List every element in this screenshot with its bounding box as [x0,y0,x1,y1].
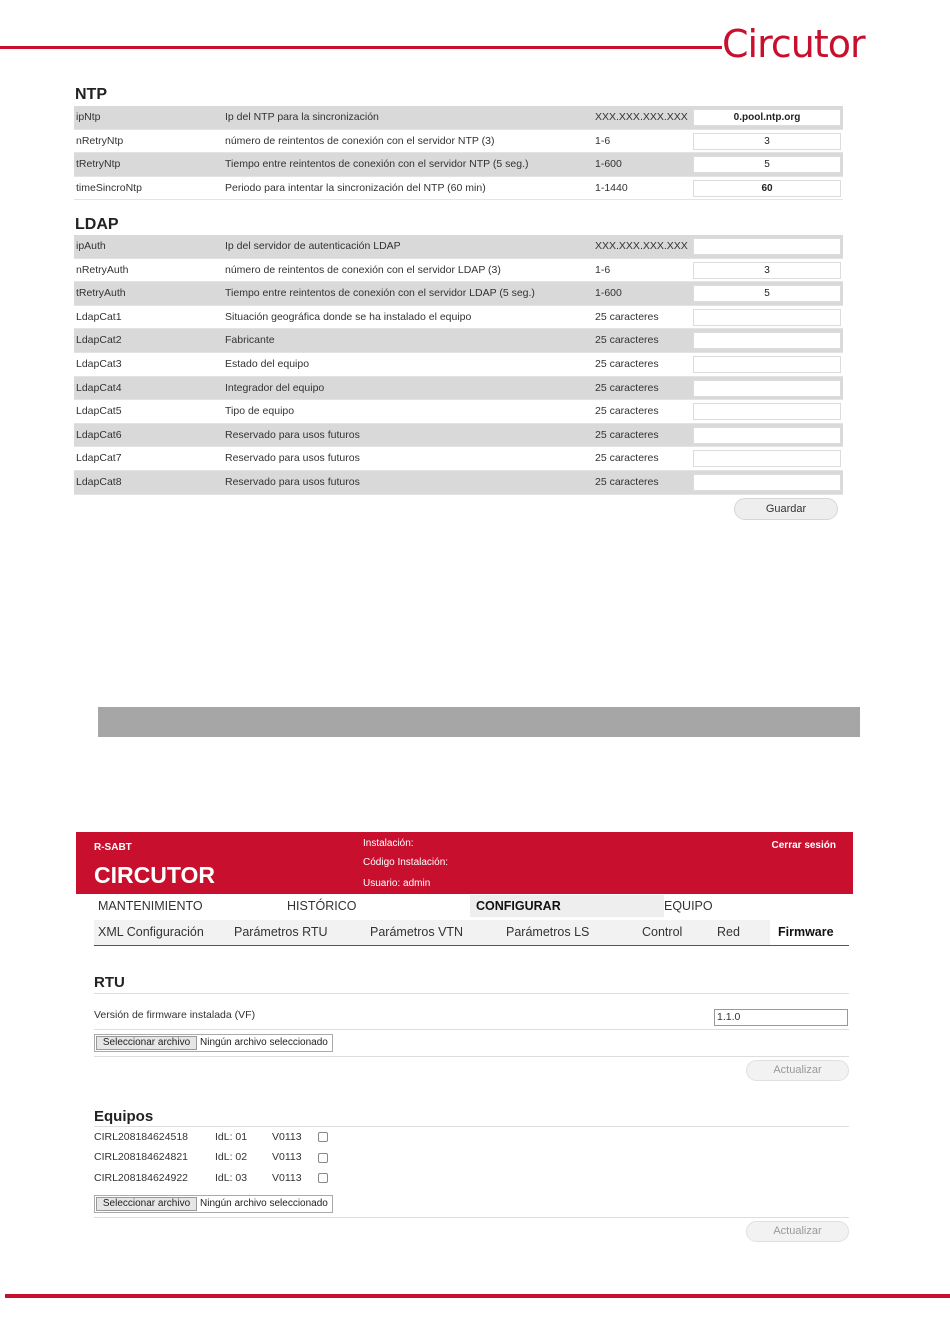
sub-nav [94,920,849,946]
equipo-checkbox[interactable] [318,1153,328,1163]
divider [94,1056,849,1057]
param-desc: Ip del servidor de autenticación LDAP [225,240,401,252]
tab-control[interactable]: Control [642,925,683,939]
table-row [74,471,843,495]
equipos-select-file-button[interactable]: Seleccionar archivo [96,1197,197,1211]
equipo-version: V0113 [272,1151,302,1163]
equipo-idl: IdL: 01 [215,1131,248,1143]
param-desc: Estado del equipo [225,357,310,370]
ldapcat4-input[interactable] [693,380,841,397]
param-range: 1-600 [595,158,622,171]
param-desc: Reservado para usos futuros [225,475,360,488]
ipntp-input[interactable]: 0.pool.ntp.org [693,109,841,126]
firmware-version-label: Versión de firmware instalada (VF) [94,1009,256,1021]
table-row [74,177,843,201]
installation-label: Instalación: [363,838,414,849]
ntp-table [74,106,843,200]
param-desc: Fabricante [225,334,275,347]
param-name: LdapCat4 [76,381,122,394]
ldapcat8-input[interactable] [693,474,841,491]
param-desc: Ip del NTP para la sincronización [225,111,379,123]
divider [94,1126,849,1127]
param-range: XXX.XXX.XXX.XXX [595,111,688,123]
divider [94,1029,849,1030]
rtu-section-title: RTU [94,974,125,991]
table-row [74,282,843,306]
circutor-logo: Circutor [722,22,865,66]
rtu-update-button[interactable]: Actualizar [746,1060,849,1081]
table-row [74,235,843,259]
param-name: LdapCat3 [76,357,122,370]
param-desc: Situación geográfica donde se ha instalado el equipo [225,310,472,323]
param-name: tRetryNtp [76,158,121,171]
table-row [74,130,843,154]
tab-parametros-rtu[interactable]: Parámetros RTU [234,925,328,939]
tab-firmware[interactable]: Firmware [770,920,849,945]
logout-link[interactable]: Cerrar sesión [771,840,836,851]
ldapcat1-input[interactable] [693,309,841,326]
param-range: 25 caracteres [595,428,659,441]
equipo-serial: CIRL208184624922 [94,1172,188,1184]
separator-bar [98,707,860,737]
param-range: 25 caracteres [595,452,659,465]
tab-equipo[interactable]: EQUIPO [664,899,713,913]
tab-xml-configuracion[interactable]: XML Configuración [98,925,204,939]
divider [94,993,849,994]
rtu-file-picker [94,1034,333,1052]
param-name: LdapCat1 [76,310,122,323]
ldap-section-title: LDAP [75,216,119,233]
equipo-serial: CIRL208184624821 [94,1151,188,1163]
param-name: LdapCat5 [76,405,122,418]
ldap-table [74,235,843,495]
param-range: 1-600 [595,287,622,300]
ipauth-input[interactable] [693,238,841,255]
ldapcat5-input[interactable] [693,403,841,420]
equipo-idl: IdL: 03 [215,1172,248,1184]
equipos-file-name: Ningún archivo seleccionado [200,1198,328,1209]
param-name: tRetryAuth [76,287,126,300]
param-range: 25 caracteres [595,381,659,394]
param-desc: número de reintentos de conexión con el servidor LDAP (3) [225,263,501,276]
param-name: LdapCat8 [76,475,122,488]
param-desc: Reservado para usos futuros [225,428,360,441]
table-row [74,153,843,177]
divider [94,1217,849,1218]
param-name: LdapCat6 [76,428,122,441]
param-name: nRetryAuth [76,263,129,276]
param-range: XXX.XXX.XXX.XXX [595,240,688,252]
rtu-select-file-button[interactable]: Seleccionar archivo [96,1036,197,1050]
equipo-version: V0113 [272,1131,302,1143]
param-desc: Periodo para intentar la sincronización del NTP (60 min) [225,181,486,194]
main-nav [94,895,849,917]
param-range: 25 caracteres [595,334,659,347]
table-row [74,377,843,401]
ntp-section-title: NTP [75,86,107,103]
param-range: 1-6 [595,263,611,276]
tab-historico[interactable]: HISTÓRICO [287,899,357,913]
param-name: LdapCat2 [76,334,122,347]
param-desc: Tiempo entre reintentos de conexión con el servidor LDAP (5 seg.) [225,287,535,300]
param-name: LdapCat7 [76,452,122,465]
user-label: Usuario: admin [363,878,431,889]
nretryntp-input[interactable]: 3 [693,133,841,150]
table-row [74,106,843,130]
table-row [74,447,843,471]
param-range: 1-1440 [595,181,628,194]
equipos-section-title: Equipos [94,1108,154,1125]
param-name: ipNtp [76,111,101,123]
app-brand: CIRCUTOR [94,862,215,888]
save-button[interactable]: Guardar [734,498,838,520]
equipo-checkbox[interactable] [318,1132,328,1142]
param-desc: Tiempo entre reintentos de conexión con el servidor NTP (5 seg.) [225,158,529,171]
table-row [74,329,843,353]
equipo-version: V0113 [272,1172,302,1184]
equipo-checkbox[interactable] [318,1173,328,1183]
param-desc: número de reintentos de conexión con el servidor NTP (3) [225,134,495,147]
equipos-update-button[interactable]: Actualizar [746,1221,849,1242]
table-row [74,353,843,377]
param-name: ipAuth [76,240,106,252]
firmware-version-field[interactable]: 1.1.0 [714,1009,848,1026]
footer-rule [5,1294,950,1298]
table-row [74,400,843,424]
table-row [74,424,843,448]
header-rule [0,46,722,49]
table-row [74,259,843,283]
param-desc: Reservado para usos futuros [225,452,360,465]
table-row [74,306,843,330]
param-range: 25 caracteres [595,475,659,488]
equipos-file-picker [94,1195,333,1213]
tretryauth-input[interactable]: 5 [693,285,841,302]
param-name: nRetryNtp [76,134,124,147]
rtu-file-name: Ningún archivo seleccionado [200,1037,328,1048]
ldapcat2-input[interactable] [693,332,841,349]
tab-configurar[interactable]: CONFIGURAR [470,895,664,917]
ldapcat7-input[interactable] [693,450,841,467]
installation-code-label: Código Instalación: [363,857,449,868]
timesincrontp-input[interactable]: 60 [693,180,841,197]
param-range: 1-6 [595,134,611,147]
tab-red[interactable]: Red [717,925,740,939]
equipo-serial: CIRL208184624518 [94,1131,188,1143]
param-range: 25 caracteres [595,310,659,323]
param-desc: Tipo de equipo [225,405,295,418]
ldapcat6-input[interactable] [693,427,841,444]
ldapcat3-input[interactable] [693,356,841,373]
param-range: 25 caracteres [595,405,659,418]
param-desc: Integrador del equipo [225,381,325,394]
tab-mantenimiento[interactable]: MANTENIMIENTO [98,899,203,913]
app-header [76,832,853,894]
equipo-idl: IdL: 02 [215,1151,248,1163]
app-subtitle: R-SABT [94,842,132,853]
nretryauth-input[interactable]: 3 [693,262,841,279]
param-name: timeSincroNtp [76,181,142,194]
tab-parametros-ls[interactable]: Parámetros LS [506,925,590,939]
tretryntp-input[interactable]: 5 [693,156,841,173]
tab-parametros-vtn[interactable]: Parámetros VTN [370,925,464,939]
param-range: 25 caracteres [595,357,659,370]
